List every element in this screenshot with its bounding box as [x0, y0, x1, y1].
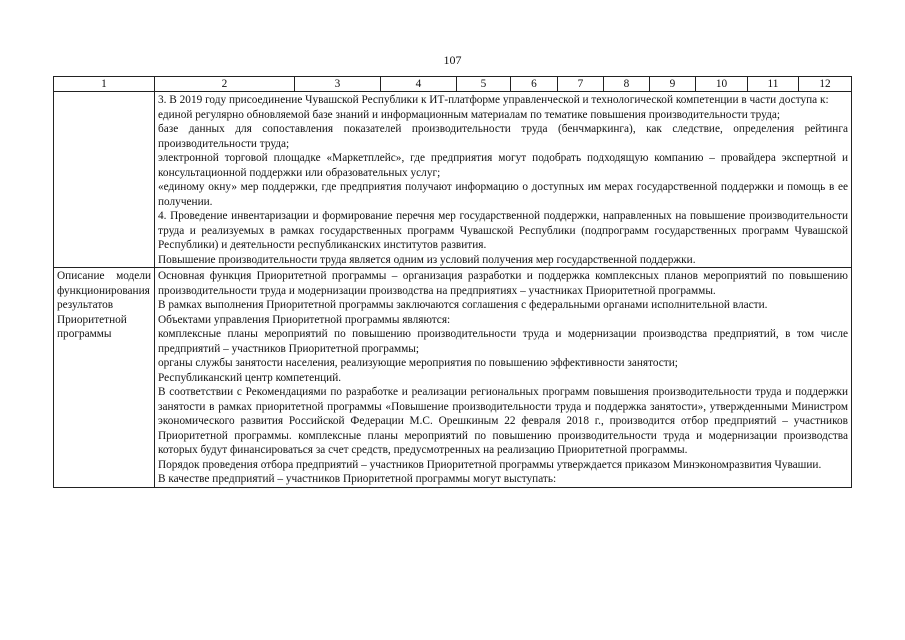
row-label-cell	[54, 92, 155, 268]
row-content-cell	[155, 92, 852, 268]
column-number: 3	[295, 77, 381, 92]
column-number: 7	[558, 77, 604, 92]
row-label-cell	[54, 268, 155, 488]
paragraph: В качестве предприятий – участников Приоритетной программы могут выступать:	[158, 473, 557, 485]
column-number: 12	[799, 77, 852, 92]
paragraph: Республиканский центр компетенций.	[158, 371, 342, 384]
column-number: 6	[511, 77, 558, 92]
column-number: 11	[748, 77, 799, 92]
paragraph: Повышение производительности труда является одним из условий получения мер государственной поддержки.	[158, 253, 696, 266]
paragraph: В соответствии с Рекомендациями по разработке и реализации региональных программ повышения производительности труда и поддержки занятости в рамках приоритетной программы «Повышение производительности труда и поддержка занятости», утвержденными Министром экономического развития Российской Федерации М.С. Орешкиным 22 февраля 2018 г., производится отбор предприятий – участников Приоритетной программы. комплексные планы мероприятий по повышению производительности труда и модернизации производства которых будут финансироваться за счет средств, предусмотренных на реализацию Приоритетной программы.	[158, 386, 848, 456]
paragraph: Порядок проведения отбора предприятий – участников Приоритетной программы утверждается приказом Минэкономразвития Чувашии.	[158, 458, 822, 471]
column-number: 9	[650, 77, 696, 92]
paragraph: В рамках выполнения Приоритетной программы заключаются соглашения с федеральными органами исполнительной власти.	[158, 299, 768, 311]
column-number: 5	[457, 77, 511, 92]
row-label: Описание модели функционирования результатов Приоритетной программы	[57, 270, 151, 340]
row-content-cell	[155, 268, 852, 488]
column-number: 4	[381, 77, 457, 92]
paragraph: 4. Проведение инвентаризации и формирование перечня мер государственной поддержки, направленных на повышение производительности труда и реализуемых в рамках государственных программ Чувашской Республики (подпрограмм государственных программ Чувашской Республики) и деятельности республиканских институтов развития.	[158, 210, 848, 251]
column-number-row	[54, 77, 852, 92]
column-number: 10	[696, 77, 748, 92]
document-table	[53, 76, 852, 488]
paragraph: электронной торговой площадке «Маркетплейс», где предприятия могут подобрать подходящую компанию – провайдера экспертной и консультационной поддержки или образовательных услуг;	[158, 152, 848, 179]
table-row	[54, 92, 852, 268]
paragraph: «единому окну» мер поддержки, где предприятия получают информацию о доступных им мерах государственной поддержки и помощь в ее получении.	[158, 181, 848, 208]
column-number: 8	[604, 77, 650, 92]
table-row	[54, 268, 852, 488]
paragraph: комплексные планы мероприятий по повышению производительности труда и модернизации производства предприятий, в том числе предприятий – участников Приоритетной программы;	[158, 328, 848, 355]
paragraph: 3. В 2019 году присоединение Чувашской Республики к ИТ-платформе управленческой и технологической компетенции в части доступа к:	[158, 94, 829, 106]
column-number: 2	[155, 77, 295, 92]
paragraph: базе данных для сопоставления показателей производительности труда (бенчмаркинга), как следствие, определения рейтинга производительности труда;	[158, 123, 848, 150]
paragraph: Основная функция Приоритетной программы – организация разработки и поддержка комплексных планов мероприятий по повышению производительности труда и модернизации производства на предприятиях – участниках Приоритетной программы.	[158, 270, 848, 297]
paragraph: Объектами управления Приоритетной программы являются:	[158, 313, 451, 326]
page-number: 107	[443, 53, 462, 67]
column-number: 1	[54, 77, 155, 92]
paragraph: единой регулярно обновляемой базе знаний и информационным материалам по тематике повышения производительности труда;	[158, 108, 780, 121]
paragraph: органы службы занятости населения, реализующие мероприятия по повышению эффективности занятости;	[158, 357, 678, 369]
